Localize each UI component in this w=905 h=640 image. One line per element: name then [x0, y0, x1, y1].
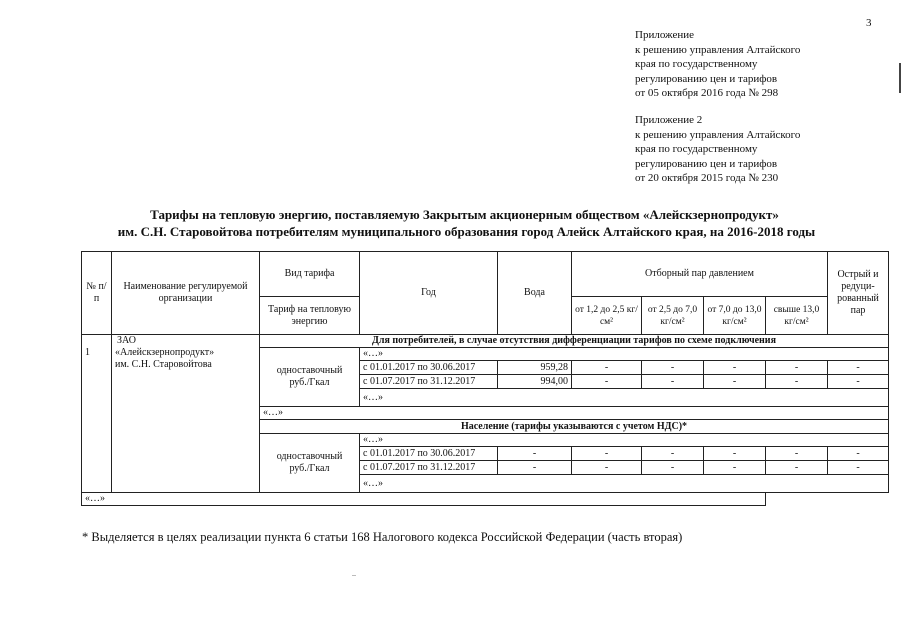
tariff-name-line: руб./Гкал: [289, 377, 330, 388]
org-name-line: «Алейскзернопродукт»: [115, 347, 215, 358]
ellipsis-cell: «…»: [82, 493, 766, 506]
tariff-name-line: руб./Гкал: [289, 463, 330, 474]
appendix-line: регулированию цен и тарифов: [635, 72, 778, 85]
steam-4-value: -: [766, 461, 828, 475]
header-steam-4: свыше 13,0 кг/см²: [766, 297, 828, 335]
appendix-line: от 05 октября 2016 года № 298: [635, 87, 779, 99]
header-steam-2: от 2,5 до 7,0 кг/см²: [642, 297, 704, 335]
appendix-line: Приложение: [635, 29, 695, 41]
scan-speck: [352, 575, 356, 576]
period-cell: с 01.07.2017 по 31.12.2017: [360, 375, 498, 389]
appendix-line: Приложение 2: [635, 114, 703, 126]
header-sharp-steam: Острый и редуци-рованный пар: [828, 252, 889, 335]
steam-3-value: -: [704, 461, 766, 475]
steam-2-value: -: [642, 375, 704, 389]
document-title-line-1: Тарифы на тепловую энергию, поставляемую Закрытым акционерным обществом «Алейскзернопродукт»: [150, 207, 779, 222]
steam-3-value: -: [704, 361, 766, 375]
row-number: [82, 335, 112, 493]
ellipsis-cell: «…»: [360, 389, 889, 407]
ellipsis-cell: «…»: [360, 475, 889, 493]
steam-3-value: -: [704, 375, 766, 389]
tariff-table: [81, 251, 889, 506]
appendix-block-1: [635, 28, 800, 101]
header-water: Вода: [498, 252, 572, 335]
period-cell: с 01.01.2017 по 30.06.2017: [360, 361, 498, 375]
header-steam-1: от 1,2 до 2,5 кг/см²: [572, 297, 642, 335]
appendix-line: к решению управления Алтайского: [635, 128, 801, 141]
steam-1-value: -: [572, 447, 642, 461]
appendix-block-2: [635, 113, 800, 186]
header-num: № п/п: [82, 252, 112, 335]
section-header-population: Население (тарифы указываются с учетом НДС)*: [260, 420, 889, 434]
sharp-steam-value: -: [828, 375, 889, 389]
ellipsis-cell: «…»: [360, 348, 889, 361]
page-number: 3: [866, 17, 872, 29]
steam-2-value: -: [642, 361, 704, 375]
appendix-line: регулированию цен и тарифов: [635, 157, 778, 170]
footnote: * Выделяется в целях реализации пункта 6 статьи 168 Налогового кодекса Российской Федерации (часть вторая): [82, 530, 683, 544]
ellipsis-cell: «…»: [360, 434, 889, 447]
steam-1-value: -: [572, 461, 642, 475]
steam-4-value: -: [766, 375, 828, 389]
org-name-cell: [112, 335, 260, 493]
steam-4-value: -: [766, 361, 828, 375]
water-value: -: [498, 461, 572, 475]
sharp-steam-value: -: [828, 447, 889, 461]
header-org: Наименование регулируемой организации: [112, 252, 260, 335]
header-year: Год: [360, 252, 498, 335]
water-value: -: [498, 447, 572, 461]
header-tariff-type: Вид тарифа: [260, 252, 360, 297]
appendix-line: края по государственному: [635, 58, 758, 70]
water-value: 959,28: [498, 361, 572, 375]
header-steam-3: от 7,0 до 13,0 кг/см²: [704, 297, 766, 335]
period-cell: с 01.01.2017 по 30.06.2017: [360, 447, 498, 461]
org-name-line: им. С.Н. Старовойтова: [115, 359, 212, 370]
tariff-name-cell: [260, 434, 360, 493]
tariff-name-line: одноставочный: [276, 451, 343, 462]
appendix-line: от 20 октября 2015 года № 230: [635, 172, 779, 184]
sharp-steam-value: -: [828, 461, 889, 475]
ellipsis-cell: «…»: [260, 407, 889, 420]
section-header-consumers: Для потребителей, в случае отсутствия дифференциации тарифов по схеме подключения: [260, 335, 889, 348]
org-name-line: ЗАО: [117, 335, 136, 346]
steam-2-value: -: [642, 447, 704, 461]
steam-2-value: -: [642, 461, 704, 475]
period-cell: с 01.07.2017 по 31.12.2017: [360, 461, 498, 475]
scan-edge-mark: [899, 63, 901, 93]
tariff-name-line: одноставочный: [276, 365, 343, 376]
header-tariff-sub: Тариф на тепловую энергию: [260, 297, 360, 335]
header-steam-group: Отборный пар давлением: [572, 252, 828, 297]
row-number-value: 1: [85, 347, 90, 358]
steam-1-value: -: [572, 375, 642, 389]
steam-1-value: -: [572, 361, 642, 375]
tariff-name-cell: [260, 348, 360, 407]
steam-4-value: -: [766, 447, 828, 461]
sharp-steam-value: -: [828, 361, 889, 375]
appendix-line: края по государственному: [635, 143, 758, 155]
water-value: 994,00: [498, 375, 572, 389]
document-title-line-2: им. С.Н. Старовойтова потребителям муниципального образования город Алейск Алтайского края, на 2016-2018 годы: [117, 224, 816, 239]
steam-3-value: -: [704, 447, 766, 461]
appendix-line: к решению управления Алтайского: [635, 43, 801, 56]
